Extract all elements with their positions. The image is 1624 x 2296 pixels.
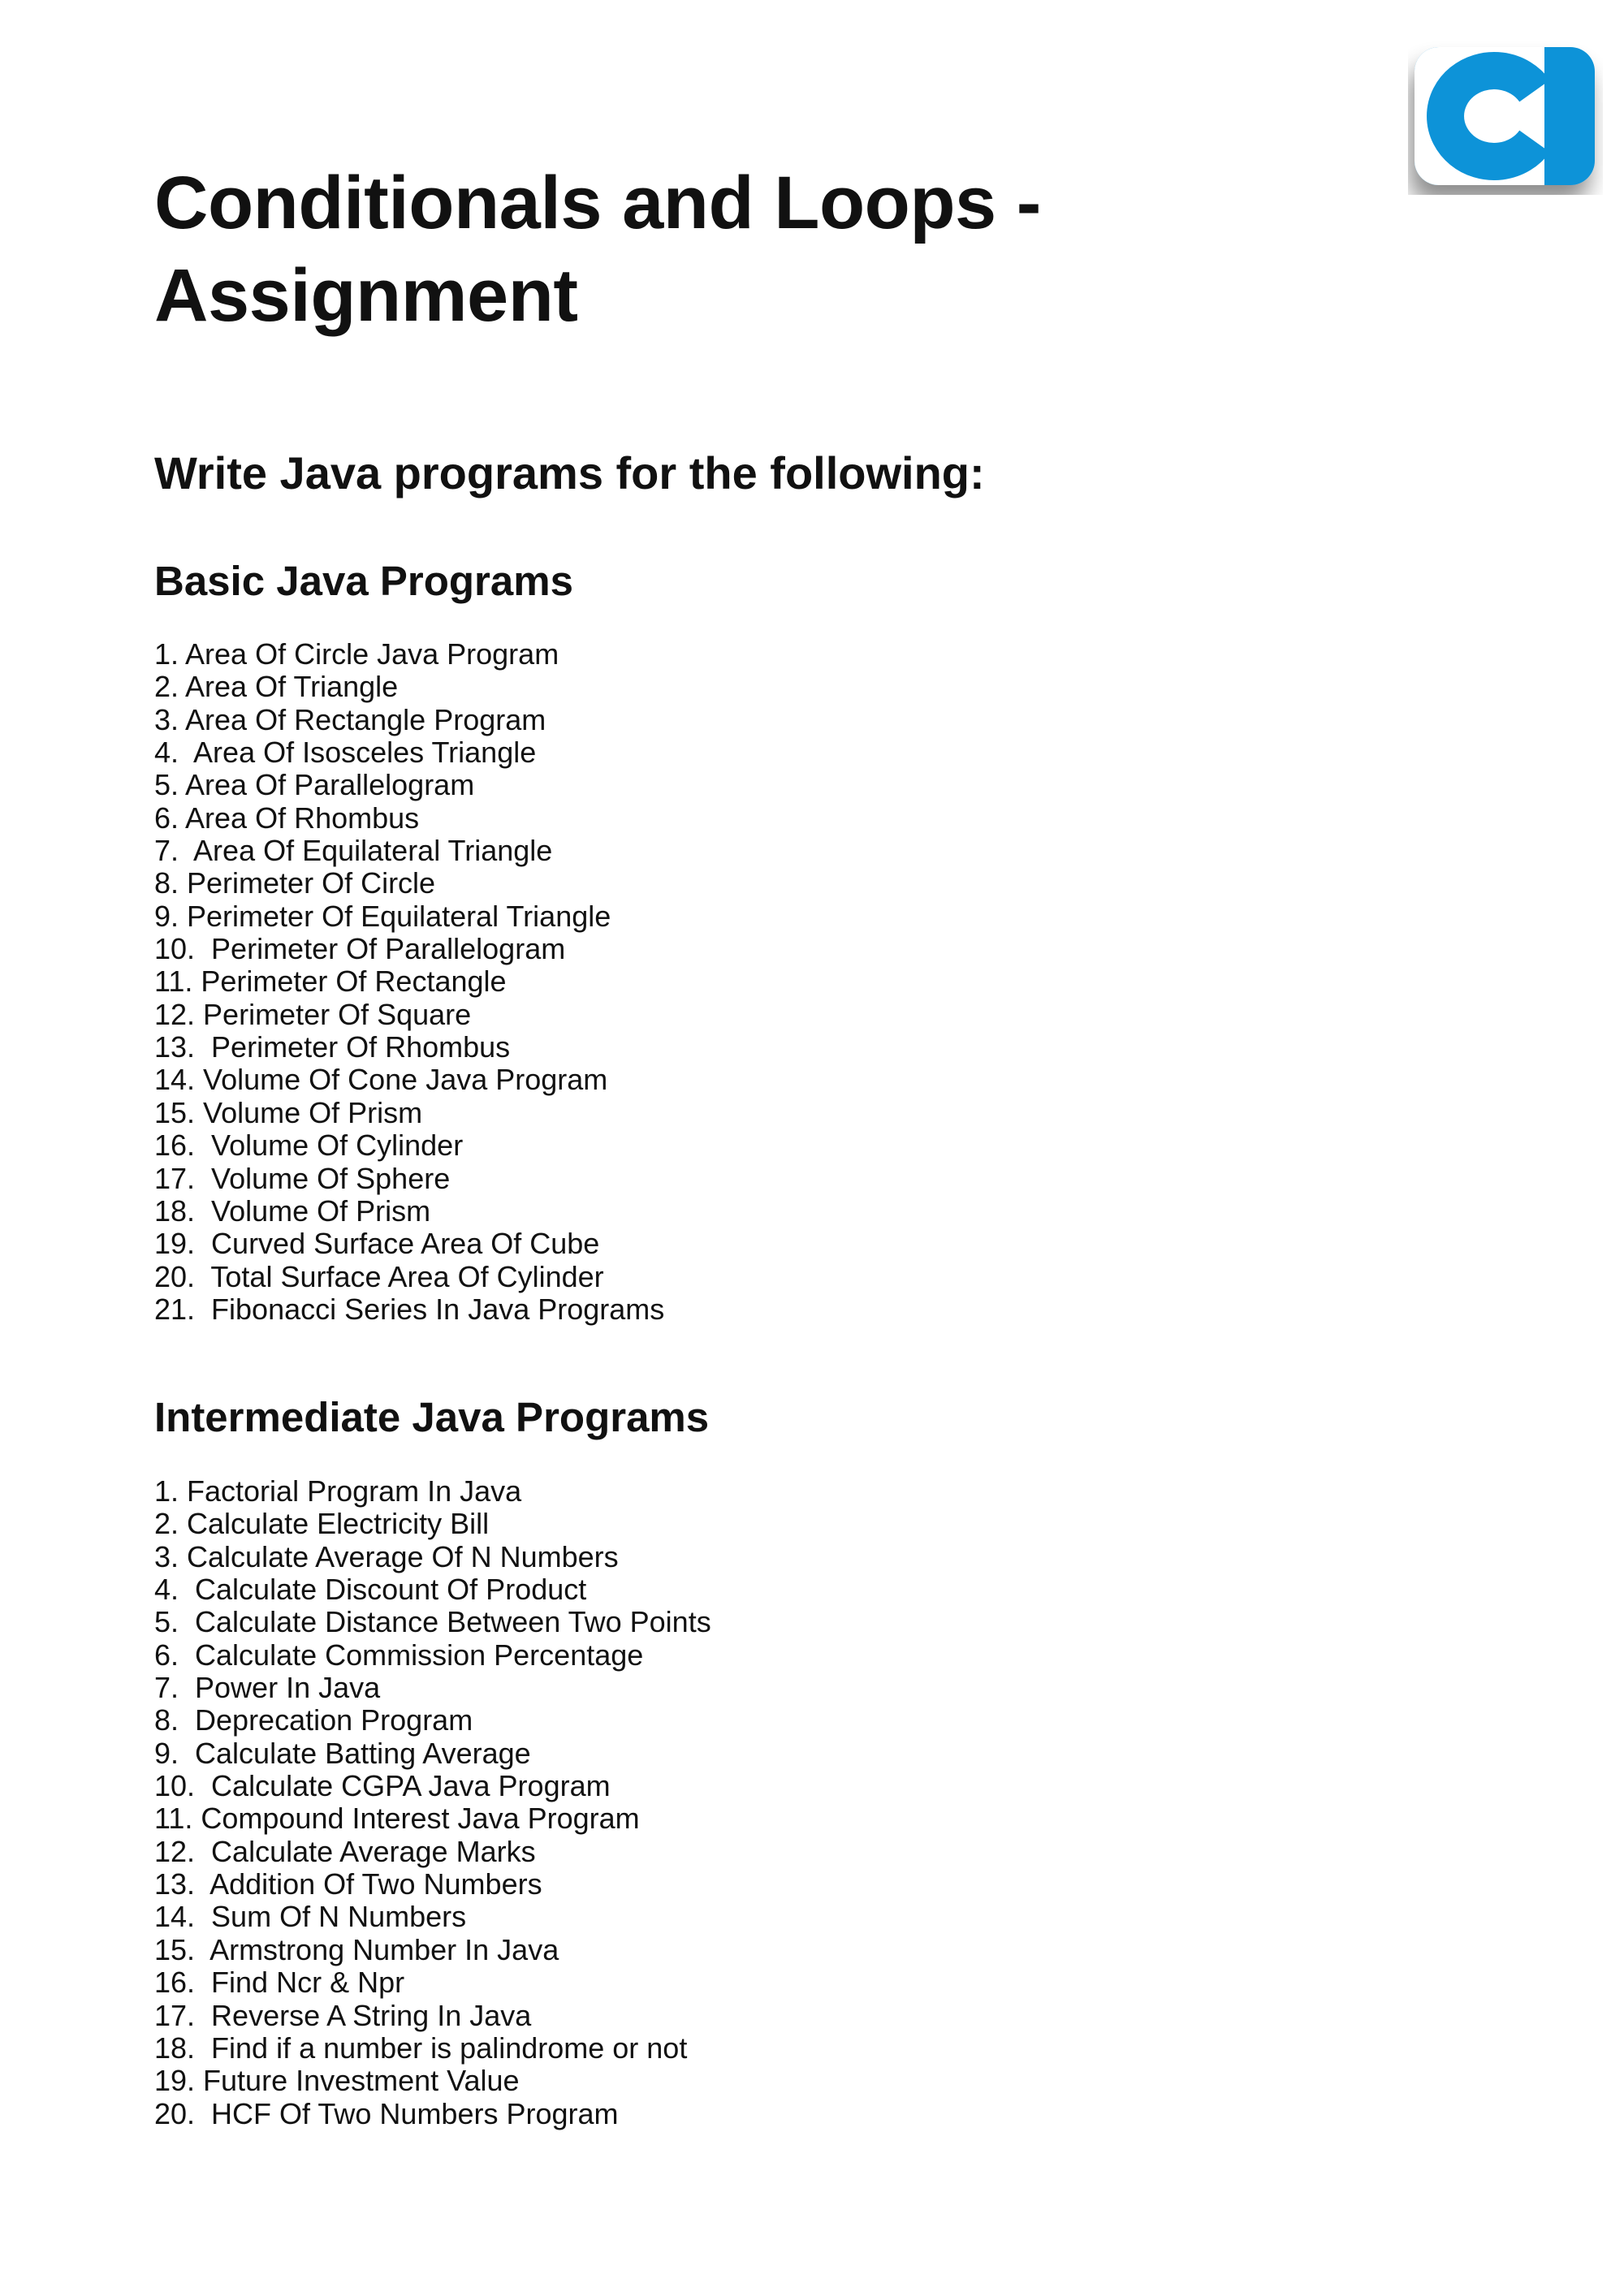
list-item: 13. Addition Of Two Numbers: [154, 1867, 542, 1901]
list-item: 18. Find if a number is palindrome or not: [154, 2031, 688, 2065]
list-item: 8. Perimeter Of Circle: [154, 866, 436, 900]
list-item: 5. Calculate Distance Between Two Points: [154, 1605, 711, 1639]
list-item: 19. Future Investment Value: [154, 2064, 520, 2098]
list-item: 14. Volume Of Cone Java Program: [154, 1063, 608, 1097]
list-item: 20. Total Surface Area Of Cylinder: [154, 1259, 604, 1293]
list-item: 12. Perimeter Of Square: [154, 997, 472, 1031]
list-item: 11. Compound Interest Java Program: [154, 1802, 640, 1836]
list-item: 4. Calculate Discount Of Product: [154, 1573, 587, 1607]
list-item: 15. Armstrong Number In Java: [154, 1932, 559, 1966]
intermediate-programs-heading: Intermediate Java Programs: [154, 1394, 710, 1440]
document-title-line-1: Conditionals and Loops -: [154, 162, 1041, 244]
basic-programs-list: [154, 638, 664, 1326]
list-item: 7. Area Of Equilateral Triangle: [154, 834, 553, 868]
list-item: 16. Volume Of Cylinder: [154, 1129, 464, 1163]
list-item: 9. Perimeter Of Equilateral Triangle: [154, 899, 611, 933]
list-item: 3. Area Of Rectangle Program: [154, 702, 546, 736]
list-item: 6. Area Of Rhombus: [154, 801, 420, 835]
list-item: 2. Calculate Electricity Bill: [154, 1507, 490, 1541]
list-item: 6. Calculate Commission Percentage: [154, 1638, 644, 1672]
list-item: 12. Calculate Average Marks: [154, 1834, 536, 1868]
list-item: 21. Fibonacci Series In Java Programs: [154, 1292, 665, 1326]
intermediate-programs-list: [154, 1475, 711, 2130]
list-item: 1. Area Of Circle Java Program: [154, 637, 559, 671]
list-item: 11. Perimeter Of Rectangle: [154, 965, 507, 999]
document-title: [154, 157, 1291, 342]
list-item: 17. Reverse A String In Java: [154, 1998, 532, 2032]
document-title-line-2: Assignment: [154, 254, 578, 337]
list-item: 14. Sum Of N Numbers: [154, 1900, 467, 1934]
assignment-instruction: Write Java programs for the following:: [154, 447, 985, 498]
list-item: 5. Area Of Parallelogram: [154, 768, 475, 802]
list-item: 2. Area Of Triangle: [154, 670, 399, 704]
list-item: 17. Volume Of Sphere: [154, 1161, 451, 1195]
list-item: 15. Volume Of Prism: [154, 1095, 423, 1129]
list-item: 10. Perimeter Of Parallelogram: [154, 932, 566, 966]
list-item: 13. Perimeter Of Rhombus: [154, 1030, 511, 1064]
basic-programs-heading: Basic Java Programs: [154, 558, 573, 604]
list-item: 4. Area Of Isosceles Triangle: [154, 736, 537, 770]
list-item: 20. HCF Of Two Numbers Program: [154, 2096, 619, 2130]
brand-c-logo-icon: [1408, 41, 1603, 195]
list-item: 9. Calculate Batting Average: [154, 1736, 531, 1770]
list-item: 8. Deprecation Program: [154, 1703, 473, 1737]
list-item: 3. Calculate Average Of N Numbers: [154, 1539, 619, 1573]
list-item: 1. Factorial Program In Java: [154, 1474, 522, 1508]
list-item: 18. Volume Of Prism: [154, 1193, 431, 1228]
list-item: 10. Calculate CGPA Java Program: [154, 1769, 611, 1803]
list-item: 16. Find Ncr & Npr: [154, 1966, 405, 2000]
list-item: 19. Curved Surface Area Of Cube: [154, 1227, 600, 1261]
list-item: 7. Power In Java: [154, 1671, 381, 1705]
